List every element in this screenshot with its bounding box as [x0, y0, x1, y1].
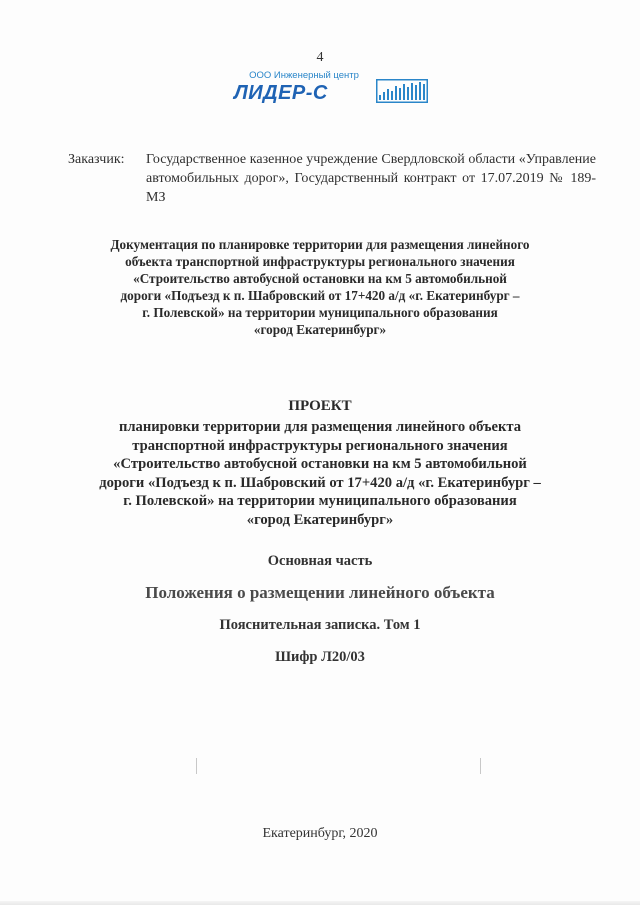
scan-mark-left	[196, 758, 197, 774]
page-number: 4	[316, 50, 324, 65]
city-year-footer: Екатеринбург, 2020	[262, 826, 378, 841]
logo-name: ЛИДЕР-С	[234, 82, 328, 104]
project-line: дороги «Подъезд к п. Шабровский от 17+420 а/д «г. Екатеринбург –	[99, 474, 541, 491]
documentation-line: дороги «Подъезд к п. Шабровский от 17+420 а/д «г. Екатеринбург –	[120, 288, 520, 303]
project-heading: ПРОЕКТ	[288, 398, 352, 414]
project-line: «город Екатеринбург»	[246, 511, 394, 528]
company-logo	[234, 70, 434, 110]
section-title: Положения о размещении линейного объекта	[145, 583, 495, 602]
volume-title: Пояснительная записка. Том 1	[219, 617, 421, 633]
client-text: Государственное казенное учреждение Свердловской области «Управление автомобильных дорог», Государственный контракт от 17.07.2019 № 189-МЗ	[146, 152, 596, 205]
project-line: планировки территории для размещения линейного объекта	[118, 419, 522, 435]
documentation-line: объекта транспортной инфраструктуры регионального значения	[125, 254, 515, 269]
project-line: г. Полевской» на территории муниципального образования	[123, 493, 517, 509]
documentation-line: г. Полевской» на территории муниципального образования	[142, 305, 498, 320]
documentation-title	[80, 236, 560, 338]
cipher-code: Шифр Л20/03	[275, 649, 365, 665]
project-line: транспортной инфраструктуры регионального значения	[132, 437, 508, 454]
bar-chart-icon	[376, 79, 428, 103]
documentation-line: Документация по планировке территории для размещения линейного	[110, 237, 530, 252]
documentation-line: «город Екатеринбург»	[253, 322, 387, 337]
main-part-label: Основная часть	[267, 553, 373, 569]
project-description	[70, 418, 570, 529]
project-line: «Строительство автобусной остановки на км 5 автомобильной	[113, 456, 527, 472]
documentation-line: «Строительство автобусной остановки на км 5 автомобильной	[133, 271, 507, 286]
scan-mark-right	[480, 758, 481, 774]
logo-company-line: ООО Инженерный центр	[249, 70, 359, 81]
page-bottom-edge	[0, 901, 640, 905]
client-label: Заказчик:	[68, 152, 125, 167]
